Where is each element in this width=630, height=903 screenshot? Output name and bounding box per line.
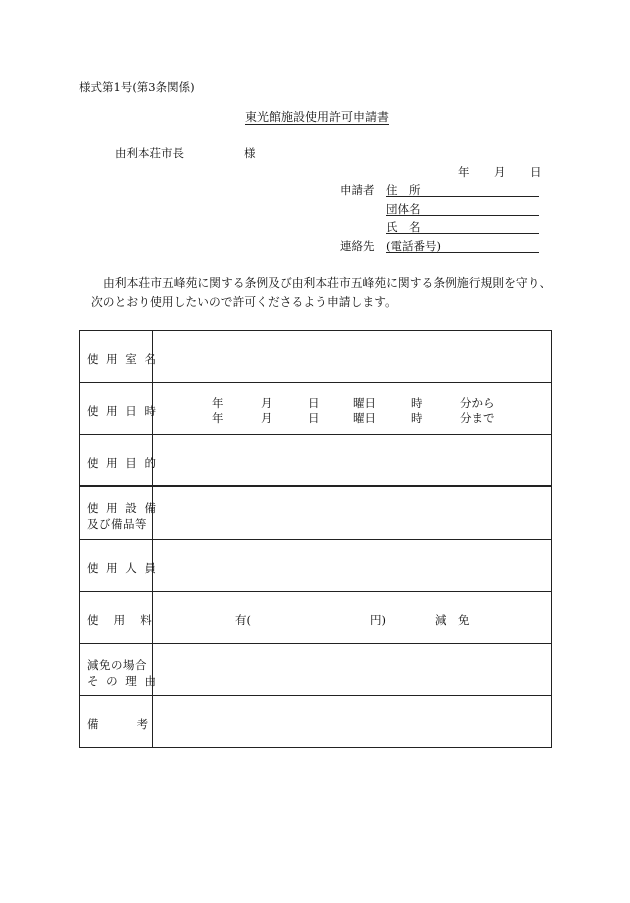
room-label: 使 用 室 名 — [87, 352, 158, 366]
row-purpose — [80, 435, 551, 487]
application-table — [79, 330, 552, 748]
equipment-label-line1: 使 用 設 備 — [87, 501, 158, 515]
end-minute: 分まで — [460, 411, 495, 425]
purpose-field[interactable] — [153, 435, 551, 485]
start-year: 年 — [212, 396, 224, 410]
addressee-honorific: 様 — [244, 146, 256, 160]
start-day: 日 — [308, 396, 320, 410]
row-fee — [80, 592, 551, 644]
end-year: 年 — [212, 411, 224, 425]
date-day: 日 — [530, 165, 542, 179]
fee-field[interactable] — [153, 592, 551, 643]
fee-exempt: 減 免 — [435, 613, 470, 627]
applicant-label: 申請者 — [340, 183, 375, 197]
end-month: 月 — [261, 411, 273, 425]
remarks-field[interactable] — [153, 696, 551, 747]
start-hour: 時 — [411, 396, 423, 410]
date-year: 年 — [458, 165, 470, 179]
fee-yen: 円) — [370, 613, 386, 627]
name-label: 氏 名 — [386, 220, 421, 234]
end-weekday: 曜日 — [353, 411, 376, 425]
page-title: 東光館施設使用許可申請書 — [245, 110, 390, 124]
body-text-line1: 由利本荘市五峰苑に関する条例及び由利本荘市五峰苑に関する条例施行規則を守り、 — [103, 276, 552, 290]
body-text-line2: 次のとおり使用したいので許可くださるよう申請します。 — [91, 295, 397, 309]
group-name-field[interactable] — [386, 215, 539, 216]
people-label: 使 用 人 員 — [87, 561, 158, 575]
start-month: 月 — [261, 396, 273, 410]
addressee-name: 由利本荘市長 — [115, 146, 184, 160]
date-month: 月 — [494, 165, 506, 179]
address-field[interactable] — [386, 196, 539, 197]
row-datetime — [80, 383, 551, 435]
row-equipment — [80, 487, 551, 540]
equipment-field[interactable] — [153, 487, 551, 539]
room-field[interactable] — [153, 331, 551, 382]
phone-field[interactable] — [386, 252, 539, 253]
datetime-label: 使 用 日 時 — [87, 404, 158, 418]
people-field[interactable] — [153, 540, 551, 591]
row-exempt-reason — [80, 644, 551, 696]
remarks-label: 備 考 — [87, 717, 149, 731]
row-remarks — [80, 696, 551, 747]
purpose-label: 使 用 目 的 — [87, 456, 158, 470]
contact-label: 連絡先 — [340, 239, 375, 253]
end-hour: 時 — [411, 411, 423, 425]
name-field[interactable] — [386, 233, 539, 234]
phone-label: (電話番号) — [386, 239, 441, 253]
datetime-field[interactable] — [153, 383, 551, 434]
exempt-reason-label-line2: そ の 理 由 — [87, 674, 158, 688]
equipment-label-line2: 及び備品等 — [87, 517, 147, 531]
start-weekday: 曜日 — [353, 396, 376, 410]
row-room — [80, 331, 551, 383]
form-number: 様式第1号(第3条関係) — [79, 80, 195, 94]
exempt-reason-label-line1: 減免の場合 — [87, 658, 147, 672]
exempt-reason-field[interactable] — [153, 644, 551, 695]
address-label: 住 所 — [386, 183, 421, 197]
group-name-label: 団体名 — [386, 202, 421, 216]
start-minute: 分から — [460, 396, 495, 410]
fee-label: 使 用 料 — [87, 613, 152, 627]
fee-paid: 有( — [235, 613, 251, 627]
row-people — [80, 540, 551, 592]
end-day: 日 — [308, 411, 320, 425]
